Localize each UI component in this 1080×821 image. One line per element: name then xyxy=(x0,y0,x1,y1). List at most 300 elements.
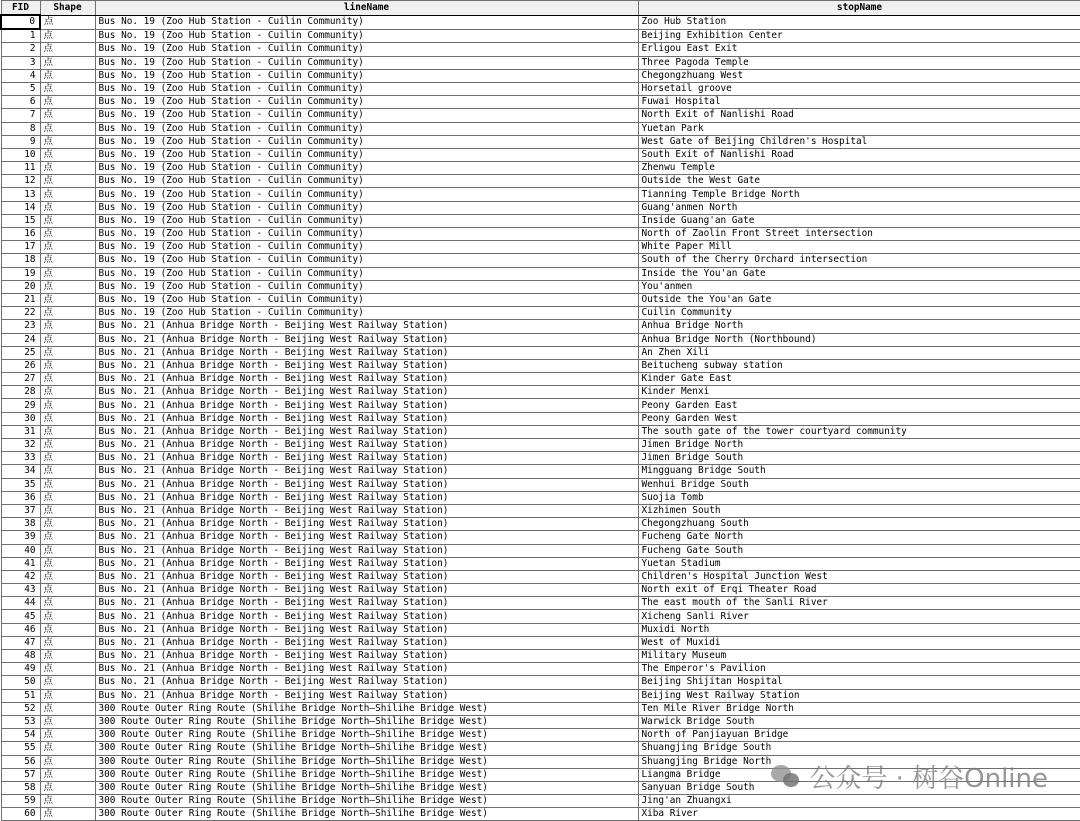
table-row[interactable] xyxy=(1,267,1080,280)
table-row[interactable] xyxy=(1,768,1080,781)
cell-linename[interactable]: Bus No. 19 (Zoo Hub Station - Cuilin Community) xyxy=(95,82,638,95)
cell-stopname[interactable]: The east mouth of the Sanli River xyxy=(638,597,1080,610)
cell-shape[interactable]: 点 xyxy=(40,280,95,293)
cell-stopname[interactable]: Erligou East Exit xyxy=(638,43,1080,56)
column-header-linename[interactable]: lineName xyxy=(95,1,638,16)
cell-fid[interactable]: 11 xyxy=(1,162,40,175)
cell-stopname[interactable]: North of Panjiayuan Bridge xyxy=(638,729,1080,742)
cell-fid[interactable]: 16 xyxy=(1,228,40,241)
cell-linename[interactable]: Bus No. 21 (Anhua Bridge North - Beijing West Railway Station) xyxy=(95,623,638,636)
table-row[interactable] xyxy=(1,623,1080,636)
cell-shape[interactable]: 点 xyxy=(40,584,95,597)
cell-fid[interactable]: 9 xyxy=(1,135,40,148)
cell-stopname[interactable]: Inside the You'an Gate xyxy=(638,267,1080,280)
cell-linename[interactable]: Bus No. 21 (Anhua Bridge North - Beijing West Railway Station) xyxy=(95,689,638,702)
cell-shape[interactable]: 点 xyxy=(40,188,95,201)
cell-shape[interactable]: 点 xyxy=(40,504,95,517)
table-row[interactable] xyxy=(1,148,1080,161)
table-row[interactable] xyxy=(1,359,1080,372)
cell-fid[interactable]: 50 xyxy=(1,676,40,689)
cell-fid[interactable]: 35 xyxy=(1,478,40,491)
table-row[interactable] xyxy=(1,228,1080,241)
cell-linename[interactable]: 300 Route Outer Ring Route (Shilihe Bridge North—Shilihe Bridge West) xyxy=(95,702,638,715)
cell-stopname[interactable]: Warwick Bridge South xyxy=(638,715,1080,728)
cell-stopname[interactable]: Zhenwu Temple xyxy=(638,162,1080,175)
cell-stopname[interactable]: Three Pagoda Temple xyxy=(638,56,1080,69)
cell-stopname[interactable]: West of Muxidi xyxy=(638,636,1080,649)
table-row[interactable] xyxy=(1,69,1080,82)
cell-fid[interactable]: 44 xyxy=(1,597,40,610)
cell-fid[interactable]: 2 xyxy=(1,43,40,56)
cell-fid[interactable]: 59 xyxy=(1,795,40,808)
cell-shape[interactable]: 点 xyxy=(40,729,95,742)
cell-linename[interactable]: Bus No. 19 (Zoo Hub Station - Cuilin Community) xyxy=(95,228,638,241)
cell-linename[interactable]: 300 Route Outer Ring Route (Shilihe Bridge North—Shilihe Bridge West) xyxy=(95,768,638,781)
cell-linename[interactable]: 300 Route Outer Ring Route (Shilihe Bridge North—Shilihe Bridge West) xyxy=(95,729,638,742)
cell-linename[interactable]: Bus No. 19 (Zoo Hub Station - Cuilin Community) xyxy=(95,241,638,254)
table-row[interactable] xyxy=(1,135,1080,148)
cell-shape[interactable]: 点 xyxy=(40,373,95,386)
cell-stopname[interactable]: Kinder Menxi xyxy=(638,386,1080,399)
table-row[interactable] xyxy=(1,584,1080,597)
cell-linename[interactable]: Bus No. 21 (Anhua Bridge North - Beijing West Railway Station) xyxy=(95,570,638,583)
table-row[interactable] xyxy=(1,320,1080,333)
cell-linename[interactable]: Bus No. 19 (Zoo Hub Station - Cuilin Community) xyxy=(95,135,638,148)
cell-linename[interactable]: Bus No. 19 (Zoo Hub Station - Cuilin Community) xyxy=(95,122,638,135)
cell-stopname[interactable]: Shuangjing Bridge South xyxy=(638,742,1080,755)
cell-stopname[interactable]: Military Museum xyxy=(638,650,1080,663)
table-row[interactable] xyxy=(1,56,1080,69)
table-row[interactable] xyxy=(1,610,1080,623)
cell-linename[interactable]: Bus No. 19 (Zoo Hub Station - Cuilin Community) xyxy=(95,188,638,201)
cell-shape[interactable]: 点 xyxy=(40,702,95,715)
cell-fid[interactable]: 40 xyxy=(1,544,40,557)
cell-stopname[interactable]: Fucheng Gate North xyxy=(638,531,1080,544)
cell-fid[interactable]: 26 xyxy=(1,359,40,372)
cell-stopname[interactable]: Peony Garden East xyxy=(638,399,1080,412)
table-row[interactable] xyxy=(1,465,1080,478)
cell-shape[interactable]: 点 xyxy=(40,175,95,188)
cell-stopname[interactable]: Muxidi North xyxy=(638,623,1080,636)
cell-stopname[interactable]: Cuilin Community xyxy=(638,307,1080,320)
cell-shape[interactable]: 点 xyxy=(40,544,95,557)
table-row[interactable] xyxy=(1,214,1080,227)
table-row[interactable] xyxy=(1,412,1080,425)
cell-linename[interactable]: 300 Route Outer Ring Route (Shilihe Bridge North—Shilihe Bridge West) xyxy=(95,715,638,728)
cell-linename[interactable]: 300 Route Outer Ring Route (Shilihe Bridge North—Shilihe Bridge West) xyxy=(95,755,638,768)
cell-linename[interactable]: Bus No. 21 (Anhua Bridge North - Beijing West Railway Station) xyxy=(95,663,638,676)
table-row[interactable] xyxy=(1,650,1080,663)
table-row[interactable] xyxy=(1,663,1080,676)
cell-fid[interactable]: 58 xyxy=(1,781,40,794)
cell-linename[interactable]: Bus No. 21 (Anhua Bridge North - Beijing West Railway Station) xyxy=(95,491,638,504)
table-row[interactable] xyxy=(1,122,1080,135)
cell-fid[interactable]: 19 xyxy=(1,267,40,280)
cell-shape[interactable]: 点 xyxy=(40,689,95,702)
cell-shape[interactable]: 点 xyxy=(40,320,95,333)
cell-linename[interactable]: Bus No. 21 (Anhua Bridge North - Beijing West Railway Station) xyxy=(95,373,638,386)
cell-shape[interactable]: 点 xyxy=(40,15,95,29)
cell-stopname[interactable]: Zoo Hub Station xyxy=(638,15,1080,29)
cell-linename[interactable]: Bus No. 21 (Anhua Bridge North - Beijing West Railway Station) xyxy=(95,557,638,570)
cell-stopname[interactable]: Xicheng Sanli River xyxy=(638,610,1080,623)
cell-shape[interactable]: 点 xyxy=(40,162,95,175)
cell-linename[interactable]: Bus No. 21 (Anhua Bridge North - Beijing West Railway Station) xyxy=(95,359,638,372)
table-row[interactable] xyxy=(1,729,1080,742)
cell-fid[interactable]: 14 xyxy=(1,201,40,214)
cell-fid[interactable]: 3 xyxy=(1,56,40,69)
cell-stopname[interactable]: Suojia Tomb xyxy=(638,491,1080,504)
table-row[interactable] xyxy=(1,175,1080,188)
cell-linename[interactable]: Bus No. 21 (Anhua Bridge North - Beijing West Railway Station) xyxy=(95,465,638,478)
table-row[interactable] xyxy=(1,280,1080,293)
cell-linename[interactable]: Bus No. 21 (Anhua Bridge North - Beijing West Railway Station) xyxy=(95,346,638,359)
cell-linename[interactable]: 300 Route Outer Ring Route (Shilihe Bridge North—Shilihe Bridge West) xyxy=(95,808,638,821)
cell-shape[interactable]: 点 xyxy=(40,346,95,359)
table-row[interactable] xyxy=(1,201,1080,214)
cell-fid[interactable]: 37 xyxy=(1,504,40,517)
cell-shape[interactable]: 点 xyxy=(40,518,95,531)
cell-fid[interactable]: 6 xyxy=(1,96,40,109)
cell-linename[interactable]: Bus No. 19 (Zoo Hub Station - Cuilin Community) xyxy=(95,293,638,306)
cell-stopname[interactable]: Inside Guang'an Gate xyxy=(638,214,1080,227)
cell-fid[interactable]: 51 xyxy=(1,689,40,702)
cell-linename[interactable]: Bus No. 21 (Anhua Bridge North - Beijing West Railway Station) xyxy=(95,676,638,689)
cell-linename[interactable]: Bus No. 19 (Zoo Hub Station - Cuilin Community) xyxy=(95,109,638,122)
cell-fid[interactable]: 48 xyxy=(1,650,40,663)
cell-linename[interactable]: Bus No. 19 (Zoo Hub Station - Cuilin Community) xyxy=(95,201,638,214)
table-row[interactable] xyxy=(1,29,1080,43)
cell-fid[interactable]: 54 xyxy=(1,729,40,742)
cell-fid[interactable]: 46 xyxy=(1,623,40,636)
cell-fid[interactable]: 33 xyxy=(1,452,40,465)
cell-stopname[interactable]: Guang'anmen North xyxy=(638,201,1080,214)
table-row[interactable] xyxy=(1,386,1080,399)
cell-stopname[interactable]: Beitucheng subway station xyxy=(638,359,1080,372)
cell-fid[interactable]: 52 xyxy=(1,702,40,715)
table-row[interactable] xyxy=(1,755,1080,768)
cell-stopname[interactable]: Ten Mile River Bridge North xyxy=(638,702,1080,715)
cell-fid[interactable]: 25 xyxy=(1,346,40,359)
cell-shape[interactable]: 点 xyxy=(40,452,95,465)
cell-stopname[interactable]: Peony Garden West xyxy=(638,412,1080,425)
table-row[interactable] xyxy=(1,96,1080,109)
cell-fid[interactable]: 38 xyxy=(1,518,40,531)
table-row[interactable] xyxy=(1,597,1080,610)
cell-stopname[interactable]: Xizhimen South xyxy=(638,504,1080,517)
table-row[interactable] xyxy=(1,333,1080,346)
cell-shape[interactable]: 点 xyxy=(40,122,95,135)
cell-shape[interactable]: 点 xyxy=(40,768,95,781)
cell-stopname[interactable]: Fuwai Hospital xyxy=(638,96,1080,109)
cell-stopname[interactable]: Tianning Temple Bridge North xyxy=(638,188,1080,201)
cell-stopname[interactable]: Jing'an Zhuangxi xyxy=(638,795,1080,808)
cell-fid[interactable]: 42 xyxy=(1,570,40,583)
table-row[interactable] xyxy=(1,346,1080,359)
table-row[interactable] xyxy=(1,188,1080,201)
cell-shape[interactable]: 点 xyxy=(40,228,95,241)
cell-fid[interactable]: 39 xyxy=(1,531,40,544)
cell-shape[interactable]: 点 xyxy=(40,663,95,676)
cell-stopname[interactable]: North Exit of Nanlishi Road xyxy=(638,109,1080,122)
cell-stopname[interactable]: Anhua Bridge North (Northbound) xyxy=(638,333,1080,346)
cell-fid[interactable]: 53 xyxy=(1,715,40,728)
cell-fid[interactable]: 23 xyxy=(1,320,40,333)
cell-fid[interactable]: 32 xyxy=(1,439,40,452)
cell-fid[interactable]: 43 xyxy=(1,584,40,597)
cell-stopname[interactable]: The Emperor's Pavilion xyxy=(638,663,1080,676)
cell-linename[interactable]: Bus No. 21 (Anhua Bridge North - Beijing West Railway Station) xyxy=(95,412,638,425)
table-row[interactable] xyxy=(1,162,1080,175)
cell-fid[interactable]: 31 xyxy=(1,425,40,438)
cell-linename[interactable]: Bus No. 21 (Anhua Bridge North - Beijing West Railway Station) xyxy=(95,610,638,623)
cell-linename[interactable]: Bus No. 21 (Anhua Bridge North - Beijing West Railway Station) xyxy=(95,504,638,517)
cell-linename[interactable]: Bus No. 19 (Zoo Hub Station - Cuilin Community) xyxy=(95,43,638,56)
cell-stopname[interactable]: Fucheng Gate South xyxy=(638,544,1080,557)
cell-shape[interactable]: 点 xyxy=(40,214,95,227)
table-row[interactable] xyxy=(1,478,1080,491)
cell-shape[interactable]: 点 xyxy=(40,307,95,320)
column-header-fid[interactable]: FID xyxy=(1,1,40,16)
cell-shape[interactable]: 点 xyxy=(40,96,95,109)
cell-linename[interactable]: Bus No. 21 (Anhua Bridge North - Beijing West Railway Station) xyxy=(95,386,638,399)
cell-shape[interactable]: 点 xyxy=(40,531,95,544)
cell-shape[interactable]: 点 xyxy=(40,69,95,82)
cell-shape[interactable]: 点 xyxy=(40,478,95,491)
cell-fid[interactable]: 36 xyxy=(1,491,40,504)
cell-shape[interactable]: 点 xyxy=(40,439,95,452)
cell-fid[interactable]: 47 xyxy=(1,636,40,649)
cell-shape[interactable]: 点 xyxy=(40,715,95,728)
cell-fid[interactable]: 22 xyxy=(1,307,40,320)
cell-shape[interactable]: 点 xyxy=(40,781,95,794)
cell-stopname[interactable]: Wenhui Bridge South xyxy=(638,478,1080,491)
cell-fid[interactable]: 24 xyxy=(1,333,40,346)
column-header-stopname[interactable]: stopName xyxy=(638,1,1080,16)
table-row[interactable] xyxy=(1,808,1080,821)
cell-stopname[interactable]: Beijing Shijitan Hospital xyxy=(638,676,1080,689)
cell-stopname[interactable]: You'anmen xyxy=(638,280,1080,293)
table-row[interactable] xyxy=(1,241,1080,254)
cell-fid[interactable]: 34 xyxy=(1,465,40,478)
cell-stopname[interactable]: Liangma Bridge xyxy=(638,768,1080,781)
cell-shape[interactable]: 点 xyxy=(40,148,95,161)
table-row[interactable] xyxy=(1,518,1080,531)
table-row[interactable] xyxy=(1,307,1080,320)
cell-stopname[interactable]: Jimen Bridge South xyxy=(638,452,1080,465)
table-row[interactable] xyxy=(1,425,1080,438)
cell-stopname[interactable]: West Gate of Beijing Children's Hospital xyxy=(638,135,1080,148)
cell-fid[interactable]: 30 xyxy=(1,412,40,425)
cell-linename[interactable]: Bus No. 19 (Zoo Hub Station - Cuilin Community) xyxy=(95,29,638,43)
table-row[interactable] xyxy=(1,439,1080,452)
cell-shape[interactable]: 点 xyxy=(40,56,95,69)
cell-linename[interactable]: Bus No. 21 (Anhua Bridge North - Beijing West Railway Station) xyxy=(95,333,638,346)
cell-shape[interactable]: 点 xyxy=(40,676,95,689)
table-row[interactable] xyxy=(1,373,1080,386)
cell-shape[interactable]: 点 xyxy=(40,557,95,570)
cell-shape[interactable]: 点 xyxy=(40,293,95,306)
cell-shape[interactable]: 点 xyxy=(40,570,95,583)
cell-stopname[interactable]: Horsetail groove xyxy=(638,82,1080,95)
cell-linename[interactable]: Bus No. 21 (Anhua Bridge North - Beijing West Railway Station) xyxy=(95,636,638,649)
column-header-shape[interactable]: Shape xyxy=(40,1,95,16)
cell-stopname[interactable]: The south gate of the tower courtyard community xyxy=(638,425,1080,438)
cell-linename[interactable]: Bus No. 21 (Anhua Bridge North - Beijing West Railway Station) xyxy=(95,650,638,663)
cell-stopname[interactable]: North of Zaolin Front Street intersection xyxy=(638,228,1080,241)
cell-stopname[interactable]: Kinder Gate East xyxy=(638,373,1080,386)
cell-shape[interactable]: 点 xyxy=(40,636,95,649)
cell-fid[interactable]: 60 xyxy=(1,808,40,821)
cell-fid[interactable]: 7 xyxy=(1,109,40,122)
cell-stopname[interactable]: Yuetan Park xyxy=(638,122,1080,135)
cell-shape[interactable]: 点 xyxy=(40,795,95,808)
table-row[interactable] xyxy=(1,15,1080,29)
cell-fid[interactable]: 5 xyxy=(1,82,40,95)
cell-fid[interactable]: 8 xyxy=(1,122,40,135)
cell-shape[interactable]: 点 xyxy=(40,425,95,438)
table-row[interactable] xyxy=(1,689,1080,702)
cell-fid[interactable]: 13 xyxy=(1,188,40,201)
cell-fid[interactable]: 56 xyxy=(1,755,40,768)
table-row[interactable] xyxy=(1,491,1080,504)
cell-linename[interactable]: 300 Route Outer Ring Route (Shilihe Bridge North—Shilihe Bridge West) xyxy=(95,742,638,755)
cell-fid[interactable]: 17 xyxy=(1,241,40,254)
cell-stopname[interactable]: Yuetan Stadium xyxy=(638,557,1080,570)
cell-fid[interactable]: 49 xyxy=(1,663,40,676)
table-row[interactable] xyxy=(1,781,1080,794)
table-row[interactable] xyxy=(1,715,1080,728)
cell-fid[interactable]: 1 xyxy=(1,29,40,43)
table-row[interactable] xyxy=(1,82,1080,95)
cell-shape[interactable]: 点 xyxy=(40,109,95,122)
cell-shape[interactable]: 点 xyxy=(40,201,95,214)
cell-stopname[interactable]: Outside the West Gate xyxy=(638,175,1080,188)
table-row[interactable] xyxy=(1,742,1080,755)
cell-stopname[interactable]: Beijing West Railway Station xyxy=(638,689,1080,702)
cell-stopname[interactable]: Shuangjing Bridge North xyxy=(638,755,1080,768)
table-row[interactable] xyxy=(1,254,1080,267)
cell-linename[interactable]: Bus No. 19 (Zoo Hub Station - Cuilin Community) xyxy=(95,267,638,280)
cell-linename[interactable]: Bus No. 21 (Anhua Bridge North - Beijing West Railway Station) xyxy=(95,544,638,557)
cell-fid[interactable]: 41 xyxy=(1,557,40,570)
cell-stopname[interactable]: Sanyuan Bridge South xyxy=(638,781,1080,794)
cell-linename[interactable]: Bus No. 21 (Anhua Bridge North - Beijing West Railway Station) xyxy=(95,399,638,412)
cell-linename[interactable]: Bus No. 19 (Zoo Hub Station - Cuilin Community) xyxy=(95,56,638,69)
cell-fid[interactable]: 45 xyxy=(1,610,40,623)
cell-fid[interactable]: 4 xyxy=(1,69,40,82)
cell-linename[interactable]: Bus No. 19 (Zoo Hub Station - Cuilin Community) xyxy=(95,175,638,188)
cell-linename[interactable]: 300 Route Outer Ring Route (Shilihe Bridge North—Shilihe Bridge West) xyxy=(95,795,638,808)
cell-shape[interactable]: 点 xyxy=(40,359,95,372)
table-row[interactable] xyxy=(1,570,1080,583)
cell-fid[interactable]: 20 xyxy=(1,280,40,293)
cell-linename[interactable]: Bus No. 21 (Anhua Bridge North - Beijing West Railway Station) xyxy=(95,518,638,531)
table-row[interactable] xyxy=(1,557,1080,570)
cell-stopname[interactable]: Chegongzhuang South xyxy=(638,518,1080,531)
cell-linename[interactable]: Bus No. 21 (Anhua Bridge North - Beijing West Railway Station) xyxy=(95,478,638,491)
cell-shape[interactable]: 点 xyxy=(40,82,95,95)
cell-shape[interactable]: 点 xyxy=(40,742,95,755)
cell-fid[interactable]: 15 xyxy=(1,214,40,227)
table-row[interactable] xyxy=(1,702,1080,715)
cell-stopname[interactable]: South Exit of Nanlishi Road xyxy=(638,148,1080,161)
cell-linename[interactable]: Bus No. 19 (Zoo Hub Station - Cuilin Community) xyxy=(95,96,638,109)
cell-stopname[interactable]: Anhua Bridge North xyxy=(638,320,1080,333)
table-row[interactable] xyxy=(1,531,1080,544)
cell-fid[interactable]: 55 xyxy=(1,742,40,755)
cell-fid[interactable]: 29 xyxy=(1,399,40,412)
cell-shape[interactable]: 点 xyxy=(40,597,95,610)
table-row[interactable] xyxy=(1,544,1080,557)
cell-stopname[interactable]: Beijing Exhibition Center xyxy=(638,29,1080,43)
cell-shape[interactable]: 点 xyxy=(40,43,95,56)
table-row[interactable] xyxy=(1,109,1080,122)
cell-linename[interactable]: Bus No. 21 (Anhua Bridge North - Beijing West Railway Station) xyxy=(95,597,638,610)
cell-linename[interactable]: Bus No. 21 (Anhua Bridge North - Beijing West Railway Station) xyxy=(95,531,638,544)
cell-fid[interactable]: 27 xyxy=(1,373,40,386)
cell-shape[interactable]: 点 xyxy=(40,29,95,43)
cell-fid[interactable]: 57 xyxy=(1,768,40,781)
cell-stopname[interactable]: North exit of Erqi Theater Road xyxy=(638,584,1080,597)
cell-stopname[interactable]: Chegongzhuang West xyxy=(638,69,1080,82)
cell-linename[interactable]: Bus No. 19 (Zoo Hub Station - Cuilin Community) xyxy=(95,15,638,29)
cell-linename[interactable]: Bus No. 19 (Zoo Hub Station - Cuilin Community) xyxy=(95,254,638,267)
cell-linename[interactable]: 300 Route Outer Ring Route (Shilihe Bridge North—Shilihe Bridge West) xyxy=(95,781,638,794)
cell-stopname[interactable]: White Paper Mill xyxy=(638,241,1080,254)
cell-linename[interactable]: Bus No. 19 (Zoo Hub Station - Cuilin Community) xyxy=(95,307,638,320)
table-row[interactable] xyxy=(1,43,1080,56)
cell-fid[interactable]: 12 xyxy=(1,175,40,188)
cell-linename[interactable]: Bus No. 21 (Anhua Bridge North - Beijing West Railway Station) xyxy=(95,320,638,333)
table-row[interactable] xyxy=(1,636,1080,649)
cell-shape[interactable]: 点 xyxy=(40,333,95,346)
table-row[interactable] xyxy=(1,504,1080,517)
cell-shape[interactable]: 点 xyxy=(40,135,95,148)
table-row[interactable] xyxy=(1,293,1080,306)
cell-linename[interactable]: Bus No. 19 (Zoo Hub Station - Cuilin Community) xyxy=(95,214,638,227)
cell-shape[interactable]: 点 xyxy=(40,491,95,504)
cell-shape[interactable]: 点 xyxy=(40,623,95,636)
cell-shape[interactable]: 点 xyxy=(40,399,95,412)
cell-fid[interactable]: 0 xyxy=(1,15,40,29)
cell-shape[interactable]: 点 xyxy=(40,465,95,478)
table-row[interactable] xyxy=(1,676,1080,689)
cell-stopname[interactable]: South of the Cherry Orchard intersection xyxy=(638,254,1080,267)
table-row[interactable] xyxy=(1,399,1080,412)
cell-linename[interactable]: Bus No. 21 (Anhua Bridge North - Beijing West Railway Station) xyxy=(95,439,638,452)
cell-linename[interactable]: Bus No. 19 (Zoo Hub Station - Cuilin Community) xyxy=(95,148,638,161)
cell-shape[interactable]: 点 xyxy=(40,755,95,768)
cell-linename[interactable]: Bus No. 19 (Zoo Hub Station - Cuilin Community) xyxy=(95,162,638,175)
cell-stopname[interactable]: Jimen Bridge North xyxy=(638,439,1080,452)
cell-stopname[interactable]: Outside the You'an Gate xyxy=(638,293,1080,306)
cell-fid[interactable]: 28 xyxy=(1,386,40,399)
cell-fid[interactable]: 18 xyxy=(1,254,40,267)
cell-shape[interactable]: 点 xyxy=(40,254,95,267)
table-row[interactable] xyxy=(1,452,1080,465)
cell-shape[interactable]: 点 xyxy=(40,650,95,663)
table-row[interactable] xyxy=(1,795,1080,808)
cell-stopname[interactable]: Mingguang Bridge South xyxy=(638,465,1080,478)
cell-stopname[interactable]: An Zhen Xili xyxy=(638,346,1080,359)
cell-linename[interactable]: Bus No. 21 (Anhua Bridge North - Beijing West Railway Station) xyxy=(95,452,638,465)
cell-linename[interactable]: Bus No. 21 (Anhua Bridge North - Beijing West Railway Station) xyxy=(95,584,638,597)
cell-fid[interactable]: 21 xyxy=(1,293,40,306)
cell-shape[interactable]: 点 xyxy=(40,610,95,623)
cell-linename[interactable]: Bus No. 19 (Zoo Hub Station - Cuilin Community) xyxy=(95,69,638,82)
cell-fid[interactable]: 10 xyxy=(1,148,40,161)
